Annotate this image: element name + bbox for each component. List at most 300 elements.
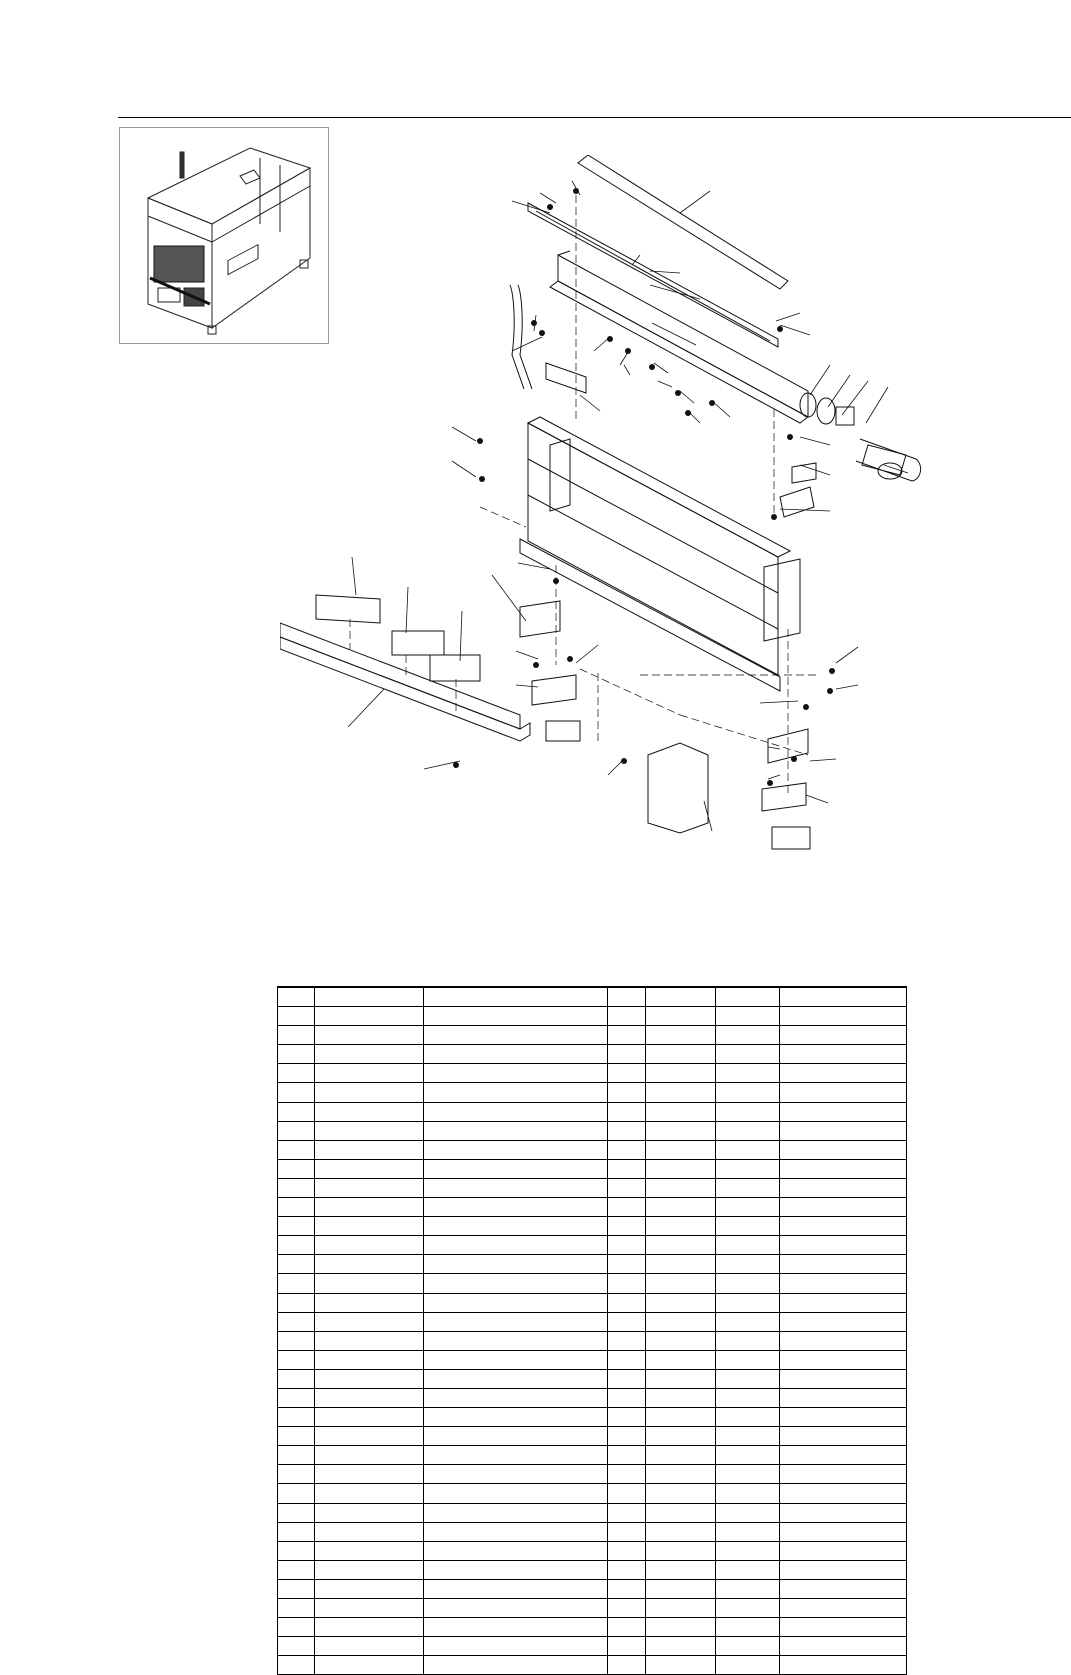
screw-icon <box>533 662 539 668</box>
table-cell <box>646 1446 716 1465</box>
table-cell <box>716 1484 780 1503</box>
table-cell <box>424 1236 608 1255</box>
table-cell <box>315 1541 424 1560</box>
table-cell <box>608 1560 646 1579</box>
table-cell <box>646 1217 716 1236</box>
callout-leader-line <box>516 651 538 659</box>
table-cell <box>608 1198 646 1217</box>
table-cell <box>315 1217 424 1236</box>
callout-leader-line <box>492 575 526 621</box>
table-cell <box>424 1102 608 1121</box>
table-cell <box>646 1274 716 1293</box>
callout-leader-line <box>780 325 810 335</box>
table-cell <box>716 1255 780 1274</box>
table-cell <box>315 1331 424 1350</box>
table-cell <box>608 1274 646 1293</box>
callout-leader-line <box>800 465 830 475</box>
screw-icon <box>685 410 691 416</box>
table-cell <box>424 1064 608 1083</box>
table-row <box>278 1446 907 1465</box>
table-cell <box>278 1560 315 1579</box>
table-cell <box>716 1312 780 1331</box>
table-cell <box>315 1560 424 1579</box>
screw-icon <box>675 390 681 396</box>
callout-leader-line <box>776 313 800 321</box>
assembly-guide-line <box>480 507 526 527</box>
table-cell <box>780 1637 907 1656</box>
table-cell <box>424 1274 608 1293</box>
table-cell <box>780 1522 907 1541</box>
table-cell <box>716 1446 780 1465</box>
table-cell <box>315 1350 424 1369</box>
table-cell <box>424 1369 608 1388</box>
table-cell <box>780 1236 907 1255</box>
screw-icon <box>625 348 631 354</box>
table-cell <box>716 1121 780 1140</box>
table-cell <box>608 1026 646 1045</box>
table-cell <box>278 1178 315 1197</box>
table-cell <box>608 1255 646 1274</box>
table-cell <box>278 1465 315 1484</box>
screw-icon <box>547 204 553 210</box>
table-row <box>278 1369 907 1388</box>
table-cell <box>424 1656 608 1675</box>
table-cell <box>424 1045 608 1064</box>
table-cell <box>608 1541 646 1560</box>
table-cell <box>608 1484 646 1503</box>
table-row <box>278 1121 907 1140</box>
callout-leader-line <box>348 689 384 727</box>
table-cell <box>424 1007 608 1026</box>
table-cell <box>424 1618 608 1637</box>
table-cell <box>424 1579 608 1598</box>
table-cell <box>608 1637 646 1656</box>
table-row <box>278 1198 907 1217</box>
table-row <box>278 1579 907 1598</box>
table-row <box>278 1408 907 1427</box>
table-row <box>278 1255 907 1274</box>
table-row <box>278 1350 907 1369</box>
table-row <box>278 1312 907 1331</box>
table-cell <box>278 1503 315 1522</box>
table-cell <box>646 1541 716 1560</box>
callout-leader-line <box>768 775 780 779</box>
table-cell <box>780 1255 907 1274</box>
table-cell <box>646 1618 716 1637</box>
table-row <box>278 1102 907 1121</box>
table-cell <box>315 1312 424 1331</box>
table-cell <box>278 1369 315 1388</box>
table-cell <box>424 1484 608 1503</box>
table-cell <box>716 1331 780 1350</box>
table-cell <box>716 1217 780 1236</box>
table-cell <box>278 1350 315 1369</box>
screw-icon <box>771 514 777 520</box>
table-cell <box>780 1045 907 1064</box>
table-cell <box>424 1637 608 1656</box>
table-cell <box>716 1140 780 1159</box>
table-cell <box>315 1026 424 1045</box>
table-cell <box>780 1312 907 1331</box>
table-cell <box>424 1083 608 1102</box>
table-row <box>278 1331 907 1350</box>
callout-leader-line <box>760 701 798 703</box>
table-cell <box>315 1618 424 1637</box>
screw-icon <box>539 330 545 336</box>
table-cell <box>716 1274 780 1293</box>
table-cell <box>278 1140 315 1159</box>
table-cell <box>315 1007 424 1026</box>
table-cell <box>646 1599 716 1618</box>
callout-leader-line <box>780 509 830 511</box>
table-cell <box>608 987 646 1007</box>
table-row <box>278 1656 907 1675</box>
table-cell <box>716 1198 780 1217</box>
table-cell <box>315 1427 424 1446</box>
table-cell <box>278 1159 315 1178</box>
exploded-assembly-diagram <box>280 155 980 905</box>
table-cell <box>315 987 424 1007</box>
callout-leader-line <box>512 337 542 351</box>
table-cell <box>278 1522 315 1541</box>
callout-leader-line <box>352 557 356 595</box>
table-cell <box>646 987 716 1007</box>
callout-leader-line <box>406 587 408 633</box>
table-cell <box>646 1140 716 1159</box>
callout-leader-line <box>452 461 476 477</box>
table-cell <box>315 1579 424 1598</box>
table-cell <box>278 1121 315 1140</box>
parts-list-table <box>277 986 907 1675</box>
table-cell <box>780 1560 907 1579</box>
table-cell <box>315 1388 424 1407</box>
table-cell <box>315 1656 424 1675</box>
table-cell <box>716 1083 780 1102</box>
table-cell <box>424 1255 608 1274</box>
screw-icon <box>649 364 655 370</box>
table-cell <box>424 1121 608 1140</box>
table-cell <box>780 1465 907 1484</box>
table-cell <box>646 1159 716 1178</box>
table-cell <box>608 1656 646 1675</box>
table-cell <box>646 1236 716 1255</box>
screw-icon <box>531 320 537 326</box>
table-cell <box>780 1541 907 1560</box>
table-cell <box>716 1599 780 1618</box>
table-cell <box>424 987 608 1007</box>
table-cell <box>424 1159 608 1178</box>
callout-leader-line <box>836 685 858 689</box>
table-cell <box>424 1140 608 1159</box>
table-cell <box>716 1637 780 1656</box>
table-cell <box>315 1484 424 1503</box>
table-row <box>278 1274 907 1293</box>
table-cell <box>608 1293 646 1312</box>
table-cell <box>646 1484 716 1503</box>
table-cell <box>608 1121 646 1140</box>
table-cell <box>780 1293 907 1312</box>
table-cell <box>608 1350 646 1369</box>
table-cell <box>780 1102 907 1121</box>
callout-leader-line <box>680 191 710 213</box>
table-cell <box>424 1522 608 1541</box>
callout-leader-line <box>810 759 836 761</box>
callout-leader-line <box>680 391 694 403</box>
table-cell <box>608 1446 646 1465</box>
table-cell <box>780 987 907 1007</box>
table-cell <box>716 1541 780 1560</box>
table-row <box>278 1560 907 1579</box>
table-cell <box>278 1388 315 1407</box>
table-cell <box>278 1656 315 1675</box>
callout-leader-line <box>452 427 476 441</box>
table-cell <box>646 1312 716 1331</box>
callout-leader-line <box>516 685 538 687</box>
table-cell <box>278 1045 315 1064</box>
table-row <box>278 1007 907 1026</box>
table-cell <box>608 1102 646 1121</box>
table-cell <box>424 1427 608 1446</box>
table-cell <box>278 1236 315 1255</box>
table-row <box>278 1465 907 1484</box>
callout-leader-line <box>658 381 672 387</box>
table-cell <box>646 1408 716 1427</box>
screw-icon <box>573 188 579 194</box>
table-cell <box>608 1579 646 1598</box>
table-cell <box>716 1503 780 1522</box>
table-cell <box>646 1178 716 1197</box>
table-row <box>278 1159 907 1178</box>
callout-leader-line <box>768 747 780 749</box>
table-cell <box>315 1408 424 1427</box>
table-cell <box>646 1198 716 1217</box>
table-cell <box>315 1198 424 1217</box>
callout-leader-line <box>580 395 600 411</box>
table-cell <box>278 1064 315 1083</box>
table-cell <box>424 1503 608 1522</box>
table-cell <box>424 1446 608 1465</box>
table-cell <box>278 1427 315 1446</box>
table-cell <box>424 1541 608 1560</box>
table-cell <box>780 1026 907 1045</box>
table-cell <box>278 1083 315 1102</box>
table-cell <box>716 1369 780 1388</box>
table-cell <box>315 1236 424 1255</box>
table-cell <box>646 1255 716 1274</box>
table-cell <box>716 1522 780 1541</box>
table-cell <box>716 1178 780 1197</box>
table-cell <box>780 1446 907 1465</box>
table-cell <box>780 1618 907 1637</box>
table-cell <box>315 1465 424 1484</box>
table-cell <box>646 1369 716 1388</box>
table-cell <box>608 1369 646 1388</box>
table-cell <box>646 1045 716 1064</box>
table-cell <box>646 1083 716 1102</box>
table-cell <box>278 1007 315 1026</box>
table-cell <box>608 1465 646 1484</box>
table-cell <box>278 987 315 1007</box>
table-cell <box>780 1121 907 1140</box>
table-cell <box>716 1293 780 1312</box>
callout-leader-line <box>806 795 828 803</box>
table-cell <box>608 1427 646 1446</box>
exploded-assembly-icon <box>280 155 980 905</box>
table-cell <box>646 1522 716 1541</box>
callout-leader-line <box>540 193 556 203</box>
table-cell <box>716 1618 780 1637</box>
table-cell <box>278 1026 315 1045</box>
table-cell <box>315 1121 424 1140</box>
table-row <box>278 1083 907 1102</box>
table-cell <box>646 1503 716 1522</box>
table-cell <box>424 1388 608 1407</box>
table-cell <box>646 1427 716 1446</box>
table-row <box>278 1045 907 1064</box>
table-cell <box>424 1408 608 1427</box>
table-cell <box>424 1350 608 1369</box>
table-cell <box>278 1312 315 1331</box>
table-cell <box>424 1178 608 1197</box>
table-cell <box>424 1312 608 1331</box>
table-cell <box>278 1446 315 1465</box>
table-cell <box>424 1560 608 1579</box>
table-cell <box>278 1408 315 1427</box>
table-cell <box>716 1656 780 1675</box>
table-cell <box>716 1465 780 1484</box>
table-row <box>278 1026 907 1045</box>
table-row <box>278 1541 907 1560</box>
table-cell <box>315 1102 424 1121</box>
table-cell <box>780 1083 907 1102</box>
screw-icon <box>477 438 483 444</box>
table-cell <box>716 1579 780 1598</box>
table-cell <box>315 1159 424 1178</box>
table-cell <box>716 1236 780 1255</box>
table-row <box>278 1140 907 1159</box>
screw-icon <box>777 326 783 332</box>
table-row <box>278 1217 907 1236</box>
table-cell <box>315 1503 424 1522</box>
screw-icon <box>709 400 715 406</box>
table-cell <box>780 1369 907 1388</box>
table-cell <box>608 1312 646 1331</box>
table-cell <box>608 1217 646 1236</box>
table-cell <box>646 1121 716 1140</box>
callout-leader-line <box>866 387 888 423</box>
callout-leader-line <box>842 381 868 415</box>
table-cell <box>780 1064 907 1083</box>
screw-icon <box>787 434 793 440</box>
table-row <box>278 1503 907 1522</box>
table-cell <box>315 1140 424 1159</box>
assembly-guide-line <box>580 669 680 715</box>
table-cell <box>780 1350 907 1369</box>
table-cell <box>780 1427 907 1446</box>
table-cell <box>780 1331 907 1350</box>
table-cell <box>716 1007 780 1026</box>
screw-icon <box>479 476 485 482</box>
table-cell <box>608 1064 646 1083</box>
table-cell <box>608 1522 646 1541</box>
table-cell <box>780 1579 907 1598</box>
screw-icon <box>453 762 459 768</box>
table-cell <box>424 1599 608 1618</box>
table-row <box>278 1484 907 1503</box>
table-cell <box>716 1350 780 1369</box>
table-cell <box>716 1026 780 1045</box>
table-cell <box>278 1198 315 1217</box>
table-cell <box>646 1656 716 1675</box>
screw-icon <box>621 758 627 764</box>
table-cell <box>608 1007 646 1026</box>
table-cell <box>716 1159 780 1178</box>
table-cell <box>315 1446 424 1465</box>
table-cell <box>716 1045 780 1064</box>
callout-leader-line <box>836 647 858 663</box>
table-cell <box>780 1178 907 1197</box>
screw-icon <box>829 668 835 674</box>
table-row <box>278 1599 907 1618</box>
parts-list-body <box>278 987 907 1675</box>
table-cell <box>278 1579 315 1598</box>
table-cell <box>278 1274 315 1293</box>
table-cell <box>608 1045 646 1064</box>
table-cell <box>780 1274 907 1293</box>
table-cell <box>608 1331 646 1350</box>
table-cell <box>315 1178 424 1197</box>
table-cell <box>424 1465 608 1484</box>
table-row <box>278 1178 907 1197</box>
table-cell <box>646 1064 716 1083</box>
table-cell <box>780 1007 907 1026</box>
table-cell <box>780 1159 907 1178</box>
table-cell <box>424 1026 608 1045</box>
callout-leader-line <box>512 201 550 213</box>
table-cell <box>646 1026 716 1045</box>
table-cell <box>780 1198 907 1217</box>
table-cell <box>646 1102 716 1121</box>
table-cell <box>780 1388 907 1407</box>
table-cell <box>780 1217 907 1236</box>
table-cell <box>780 1408 907 1427</box>
table-cell <box>608 1599 646 1618</box>
table-row <box>278 1427 907 1446</box>
table-cell <box>278 1541 315 1560</box>
table-cell <box>780 1484 907 1503</box>
table-cell <box>315 1255 424 1274</box>
header-rule <box>118 117 1071 118</box>
table-row <box>278 1388 907 1407</box>
table-cell <box>646 1465 716 1484</box>
table-row <box>278 1064 907 1083</box>
table-cell <box>780 1503 907 1522</box>
table-cell <box>608 1140 646 1159</box>
table-cell <box>608 1408 646 1427</box>
table-cell <box>608 1388 646 1407</box>
table-cell <box>608 1618 646 1637</box>
table-cell <box>716 1388 780 1407</box>
table-cell <box>716 1427 780 1446</box>
table-cell <box>716 1064 780 1083</box>
table-cell <box>646 1293 716 1312</box>
table-cell <box>315 1293 424 1312</box>
screw-icon <box>553 578 559 584</box>
table-cell <box>278 1484 315 1503</box>
table-cell <box>646 1331 716 1350</box>
table-cell <box>716 1560 780 1579</box>
callout-leader-line <box>576 645 598 663</box>
